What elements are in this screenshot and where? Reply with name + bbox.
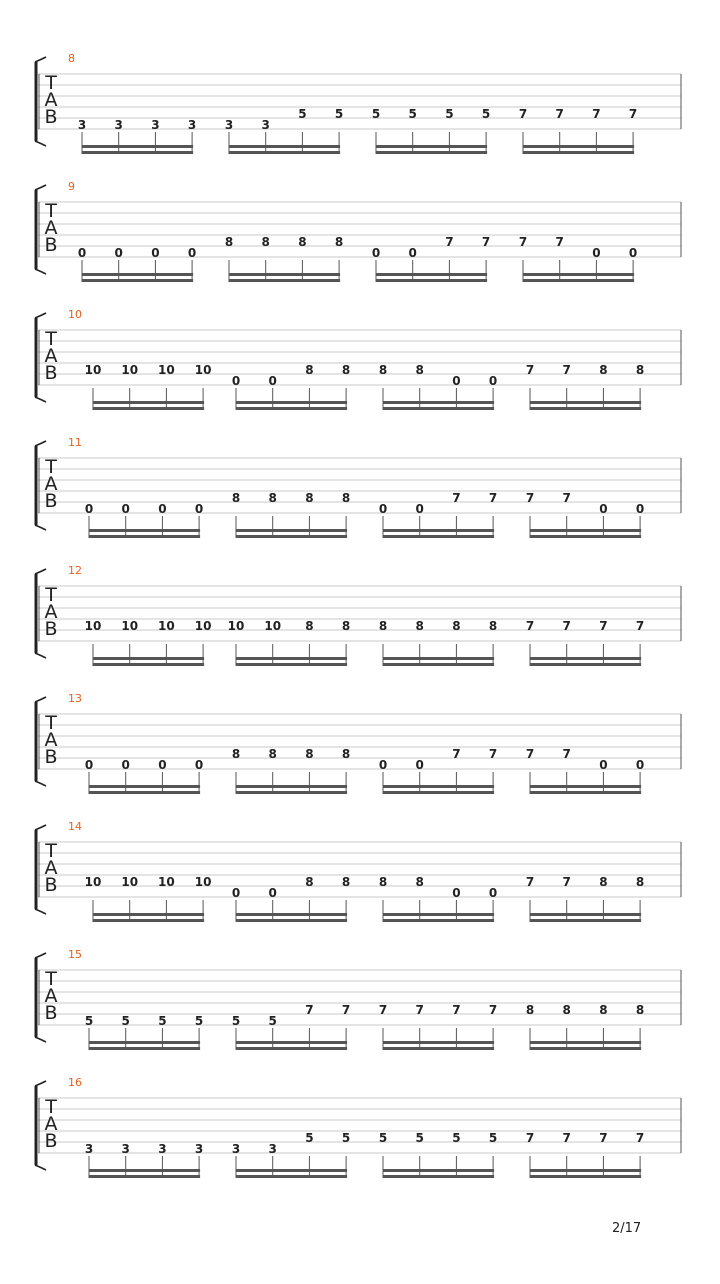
tab-clef-letter: B (44, 618, 58, 640)
fret-number: 0 (635, 758, 645, 772)
fret-number: 0 (452, 886, 461, 900)
beam (229, 279, 340, 282)
bracket-top-hook (35, 185, 46, 190)
fret-number: 7 (525, 1131, 535, 1145)
bracket-bottom-hook (35, 781, 46, 786)
fret-number: 8 (334, 235, 344, 249)
fret-number: 3 (77, 118, 87, 132)
fret-number: 7 (488, 491, 498, 505)
fret-number: 0 (371, 246, 381, 260)
tab-clef-letter: T (45, 1096, 57, 1118)
beam (530, 791, 641, 794)
beam (530, 535, 641, 538)
fret-number: 8 (224, 235, 234, 249)
beam (82, 151, 193, 154)
tab-clef-letter: T (45, 328, 57, 350)
fret-number: 8 (415, 363, 424, 377)
fret-number: 0 (488, 374, 498, 388)
beam (82, 145, 193, 148)
bracket-top-hook (35, 569, 46, 574)
fret-number: 3 (194, 1142, 204, 1156)
fret-number: 7 (415, 1003, 424, 1017)
beam (530, 919, 641, 922)
beam (376, 273, 487, 276)
fret-number: 5 (481, 107, 491, 121)
fret-number: 0 (599, 502, 608, 516)
fret-number: 5 (371, 107, 381, 121)
beam (383, 407, 494, 410)
beam (236, 1175, 347, 1178)
tab-clef-letter: A (44, 89, 58, 111)
fret-number: 0 (408, 246, 417, 260)
fret-number: 8 (415, 619, 424, 633)
bracket-top-hook (35, 441, 46, 446)
beam (383, 785, 494, 788)
fret-number: 7 (525, 363, 535, 377)
tab-clef-letter: B (44, 874, 58, 896)
fret-number: 8 (341, 747, 351, 761)
beam (236, 401, 347, 404)
fret-number: 7 (628, 107, 638, 121)
fret-number: 10 (84, 619, 102, 633)
bracket-bottom-hook (35, 397, 46, 402)
fret-number: 3 (151, 118, 160, 132)
fret-number: 7 (525, 875, 535, 889)
tab-clef-letter: A (44, 1113, 58, 1135)
bracket-top-hook (35, 953, 46, 958)
fret-number: 0 (158, 502, 167, 516)
fret-number: 7 (562, 619, 571, 633)
fret-number: 8 (599, 1003, 608, 1017)
fret-number: 8 (298, 235, 307, 249)
tab-clef-letter: T (45, 968, 57, 990)
beam (383, 401, 494, 404)
tab-clef-letter: A (44, 601, 58, 623)
beam (93, 913, 204, 916)
bracket-top-hook (35, 697, 46, 702)
fret-number: 8 (268, 491, 277, 505)
beam (383, 1175, 494, 1178)
fret-number: 3 (268, 1142, 277, 1156)
fret-number: 3 (261, 118, 270, 132)
fret-number: 10 (194, 363, 212, 377)
fret-number: 3 (84, 1142, 94, 1156)
fret-number: 10 (121, 619, 139, 633)
beam (89, 785, 200, 788)
fret-number: 0 (114, 246, 123, 260)
beam (229, 145, 340, 148)
bracket-top-hook (35, 313, 46, 318)
tab-clef-letter: T (45, 584, 57, 606)
fret-number: 10 (264, 619, 282, 633)
fret-number: 10 (158, 619, 175, 633)
measure-number: 10 (68, 308, 82, 321)
fret-number: 3 (187, 118, 197, 132)
fret-number: 5 (488, 1131, 498, 1145)
fret-number: 5 (334, 107, 344, 121)
fret-number: 0 (121, 502, 130, 516)
measure-number: 15 (68, 948, 82, 961)
beam (530, 663, 641, 666)
fret-number: 3 (121, 1142, 130, 1156)
fret-number: 7 (562, 491, 571, 505)
bracket-bottom-hook (35, 141, 46, 146)
beam (530, 1169, 641, 1172)
bracket-bottom-hook (35, 1165, 46, 1170)
fret-number: 0 (268, 886, 277, 900)
fret-number: 7 (592, 107, 601, 121)
beam (530, 407, 641, 410)
beam (383, 535, 494, 538)
bracket-bottom-hook (35, 525, 46, 530)
fret-number: 0 (77, 246, 87, 260)
fret-number: 5 (415, 1131, 424, 1145)
fret-number: 0 (158, 758, 167, 772)
tab-clef-letter: A (44, 857, 58, 879)
fret-number: 7 (488, 1003, 498, 1017)
fret-number: 7 (378, 1003, 388, 1017)
fret-number: 3 (224, 118, 234, 132)
beam (93, 657, 204, 660)
beam (236, 919, 347, 922)
tab-clef-letter: A (44, 473, 58, 495)
beam (376, 145, 487, 148)
measure-number: 16 (68, 1076, 82, 1089)
measure-number: 9 (68, 180, 75, 193)
beam (89, 791, 200, 794)
fret-number: 7 (555, 107, 564, 121)
beam (530, 1047, 641, 1050)
beam (236, 1169, 347, 1172)
fret-number: 0 (599, 758, 608, 772)
beam (376, 151, 487, 154)
fret-number: 8 (378, 363, 388, 377)
beam (82, 279, 193, 282)
fret-number: 7 (562, 875, 571, 889)
fret-number: 0 (194, 758, 204, 772)
fret-number: 0 (378, 758, 388, 772)
bracket-bottom-hook (35, 909, 46, 914)
beam (376, 279, 487, 282)
tab-clef-letter: A (44, 985, 58, 1007)
beam (236, 657, 347, 660)
beam (383, 1169, 494, 1172)
beam (93, 407, 204, 410)
fret-number: 8 (268, 747, 277, 761)
beam (523, 145, 634, 148)
beam (236, 663, 347, 666)
fret-number: 7 (562, 747, 571, 761)
beam (523, 279, 634, 282)
measure-number: 8 (68, 52, 75, 65)
beam (530, 785, 641, 788)
beam (383, 791, 494, 794)
tab-clef-letter: T (45, 72, 57, 94)
page-number: 2/17 (612, 1221, 642, 1236)
beam (530, 529, 641, 532)
fret-number: 0 (231, 374, 241, 388)
fret-number: 7 (518, 107, 528, 121)
tab-clef-letter: A (44, 729, 58, 751)
fret-number: 0 (84, 502, 94, 516)
fret-number: 7 (599, 1131, 608, 1145)
fret-number: 0 (452, 374, 461, 388)
fret-number: 5 (452, 1131, 461, 1145)
fret-number: 7 (525, 491, 535, 505)
fret-number: 8 (305, 491, 314, 505)
fret-number: 10 (121, 875, 139, 889)
tab-clef-letter: T (45, 456, 57, 478)
beam (236, 1041, 347, 1044)
tab-clef-letter: B (44, 746, 58, 768)
beam (236, 1047, 347, 1050)
beam (89, 1169, 200, 1172)
fret-number: 7 (445, 235, 454, 249)
fret-number: 0 (84, 758, 94, 772)
fret-number: 5 (194, 1014, 204, 1028)
fret-number: 0 (194, 502, 204, 516)
fret-number: 8 (378, 619, 388, 633)
beam (383, 657, 494, 660)
fret-number: 10 (84, 875, 102, 889)
tab-clef-letter: T (45, 840, 57, 862)
fret-number: 10 (194, 875, 212, 889)
beam (383, 529, 494, 532)
fret-number: 0 (628, 246, 638, 260)
beam (383, 1041, 494, 1044)
fret-number: 0 (488, 886, 498, 900)
fret-number: 8 (635, 1003, 645, 1017)
fret-number: 8 (305, 619, 314, 633)
fret-number: 7 (525, 619, 535, 633)
beam (523, 273, 634, 276)
beam (236, 535, 347, 538)
beam (236, 913, 347, 916)
fret-number: 10 (158, 875, 175, 889)
fret-number: 10 (227, 619, 245, 633)
fret-number: 5 (158, 1014, 167, 1028)
fret-number: 8 (452, 619, 461, 633)
beam (383, 1047, 494, 1050)
fret-number: 7 (635, 1131, 645, 1145)
fret-number: 7 (341, 1003, 351, 1017)
fret-number: 7 (452, 747, 461, 761)
fret-number: 5 (84, 1014, 94, 1028)
fret-number: 7 (488, 747, 498, 761)
fret-number: 8 (305, 363, 314, 377)
measure-number: 13 (68, 692, 82, 705)
tab-clef-letter: B (44, 490, 58, 512)
fret-number: 8 (231, 747, 241, 761)
fret-number: 8 (341, 619, 351, 633)
beam (236, 407, 347, 410)
fret-number: 8 (525, 1003, 535, 1017)
fret-number: 8 (599, 875, 608, 889)
bracket-top-hook (35, 825, 46, 830)
fret-number: 8 (305, 747, 314, 761)
fret-number: 7 (452, 1003, 461, 1017)
beam (530, 913, 641, 916)
beam (93, 401, 204, 404)
beam (229, 273, 340, 276)
beam (530, 401, 641, 404)
beam (89, 1047, 200, 1050)
bracket-top-hook (35, 57, 46, 62)
fret-number: 8 (378, 875, 388, 889)
fret-number: 0 (231, 886, 241, 900)
tab-clef-letter: B (44, 1002, 58, 1024)
fret-number: 0 (592, 246, 601, 260)
fret-number: 7 (555, 235, 564, 249)
fret-number: 0 (415, 758, 424, 772)
fret-number: 7 (518, 235, 528, 249)
fret-number: 8 (415, 875, 424, 889)
fret-number: 8 (305, 875, 314, 889)
fret-number: 5 (121, 1014, 130, 1028)
tab-clef-letter: A (44, 345, 58, 367)
fret-number: 7 (562, 363, 571, 377)
beam (89, 1041, 200, 1044)
fret-number: 5 (408, 107, 417, 121)
fret-number: 7 (562, 1131, 571, 1145)
tab-clef-letter: A (44, 217, 58, 239)
fret-number: 7 (481, 235, 491, 249)
measure-number: 14 (68, 820, 82, 833)
bracket-bottom-hook (35, 1037, 46, 1042)
beam (89, 529, 200, 532)
fret-number: 10 (158, 363, 175, 377)
tab-clef-letter: B (44, 1130, 58, 1152)
beam (229, 151, 340, 154)
bracket-bottom-hook (35, 269, 46, 274)
tab-clef-letter: B (44, 106, 58, 128)
fret-number: 8 (341, 491, 351, 505)
fret-number: 10 (84, 363, 102, 377)
fret-number: 5 (341, 1131, 351, 1145)
fret-number: 0 (187, 246, 197, 260)
fret-number: 0 (121, 758, 130, 772)
measure-number: 11 (68, 436, 82, 449)
fret-number: 8 (635, 875, 645, 889)
fret-number: 8 (488, 619, 498, 633)
fret-number: 5 (305, 1131, 314, 1145)
beam (89, 1175, 200, 1178)
fret-number: 5 (378, 1131, 388, 1145)
fret-number: 8 (562, 1003, 571, 1017)
fret-number: 0 (415, 502, 424, 516)
measure-number: 12 (68, 564, 82, 577)
bracket-bottom-hook (35, 653, 46, 658)
fret-number: 0 (151, 246, 160, 260)
beam (93, 919, 204, 922)
fret-number: 0 (378, 502, 388, 516)
beam (236, 529, 347, 532)
beam (383, 919, 494, 922)
fret-number: 7 (635, 619, 645, 633)
fret-number: 3 (114, 118, 123, 132)
beam (530, 1175, 641, 1178)
fret-number: 10 (121, 363, 139, 377)
beam (89, 535, 200, 538)
fret-number: 7 (452, 491, 461, 505)
fret-number: 3 (158, 1142, 167, 1156)
fret-number: 7 (599, 619, 608, 633)
fret-number: 5 (445, 107, 454, 121)
fret-number: 0 (635, 502, 645, 516)
fret-number: 8 (341, 875, 351, 889)
beam (530, 657, 641, 660)
beam (236, 791, 347, 794)
fret-number: 8 (261, 235, 270, 249)
beam (93, 663, 204, 666)
tab-clef-letter: T (45, 200, 57, 222)
beam (383, 663, 494, 666)
tab-clef-letter: B (44, 362, 58, 384)
beam (82, 273, 193, 276)
fret-number: 8 (599, 363, 608, 377)
bracket-top-hook (35, 1081, 46, 1086)
fret-number: 7 (305, 1003, 314, 1017)
fret-number: 3 (231, 1142, 241, 1156)
fret-number: 0 (268, 374, 277, 388)
tab-clef-letter: T (45, 712, 57, 734)
fret-number: 7 (525, 747, 535, 761)
fret-number: 5 (268, 1014, 277, 1028)
fret-number: 10 (194, 619, 212, 633)
beam (383, 913, 494, 916)
tab-clef-letter: B (44, 234, 58, 256)
beam (530, 1041, 641, 1044)
beam (236, 785, 347, 788)
fret-number: 8 (635, 363, 645, 377)
fret-number: 8 (231, 491, 241, 505)
fret-number: 5 (231, 1014, 241, 1028)
fret-number: 5 (298, 107, 307, 121)
beam (523, 151, 634, 154)
fret-number: 8 (341, 363, 351, 377)
